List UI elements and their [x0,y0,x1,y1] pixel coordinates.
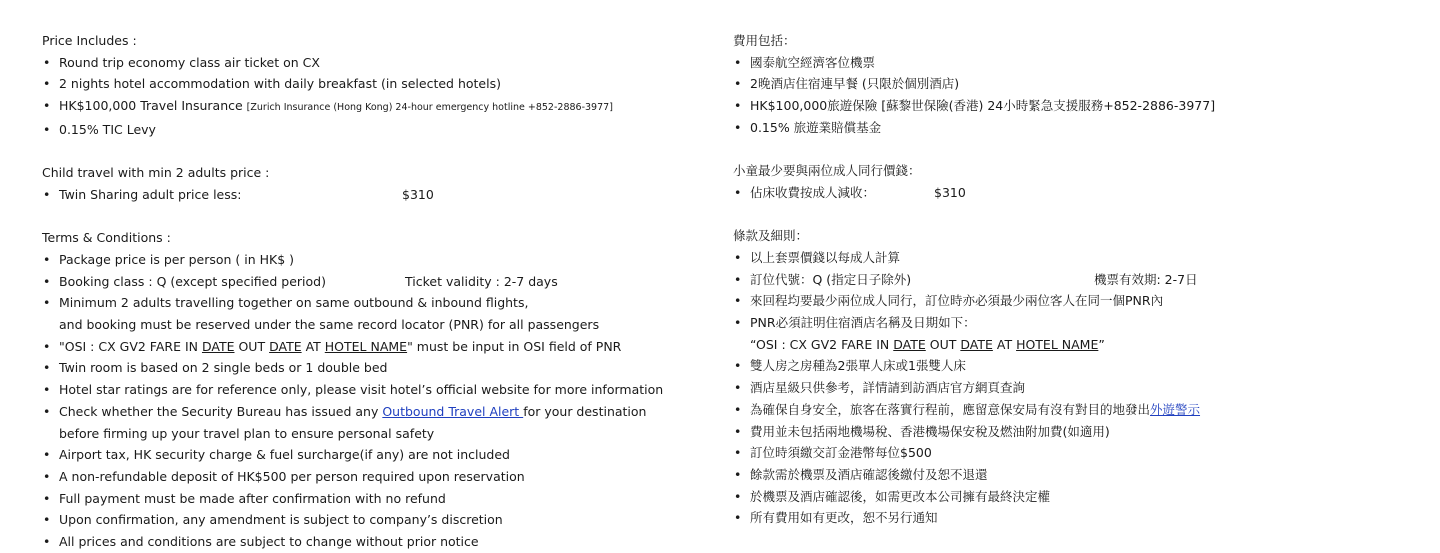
insurance-label: HK$100,000 Travel Insurance [59,98,243,114]
child-price-label: Twin Sharing adult price less: [59,186,242,202]
list-item: • Package price is per person ( in HK$ ) [42,249,702,271]
osi-date-in: DATE [201,338,235,354]
list-item-security-zh [733,399,1413,421]
price-includes-list-zh [733,52,1413,139]
list-item: • All prices and conditions are subject to change without prior notice [42,531,702,553]
osi-text: "OSI : CX GV2 FARE IN [59,338,202,354]
english-column [42,30,702,553]
osi-hotel-name: HOTEL NAME [1016,336,1099,352]
child-price-list-zh [733,182,1413,204]
booking-class: Booking class : Q (except specified period) [59,273,326,289]
price-includes-list [42,52,702,141]
osi-text: " must be input in OSI field of PNR [407,338,622,354]
list-item [42,271,702,293]
list-item-insurance [42,95,702,119]
child-price-heading-zh: 小童最少要與兩位成人同行價錢： [733,163,921,179]
list-item-continuation: before firming up your travel plan to ensure personal safety [59,425,435,441]
terms-list-zh [733,247,1413,529]
list-item: • Minimum 2 adults travelling together on same outbound & inbound flights, [42,292,702,314]
list-item: • 0.15% 旅遊業賠償基金 [733,117,1413,139]
terms-heading: Terms & Conditions : [42,230,171,246]
booking-class-zh: 訂位代號：Q (指定日子除外) [750,271,912,287]
child-price-value-zh: $310 [934,184,966,200]
list-item: • 2 nights hotel accommodation with daily breakfast (in selected hotels) [42,73,702,95]
list-item: • 訂位時須繳交訂金港幣每位$500 [733,442,1413,464]
price-includes-heading-zh: 費用包括： [733,33,796,48]
list-item: • 2晚酒店住宿連早餐 (只限於個別酒店) [733,73,1413,95]
osi-date-out: DATE [269,338,302,354]
ticket-validity: Ticket validity : 2-7 days [405,273,558,289]
list-item [42,184,702,206]
list-item: • Round trip economy class air ticket on CX [42,52,702,74]
osi-hotel-name: HOTEL NAME [324,338,408,354]
list-item: • 酒店星級只供參考，詳情請到訪酒店官方網頁查詢 [733,377,1413,399]
osi-text: AT [992,336,1017,352]
list-item: • PNR必須註明住宿酒店名稱及日期如下： [733,312,1413,334]
list-item: • 所有費用如有更改，恕不另行通知 [733,507,1413,529]
list-item: • 國泰航空經濟客位機票 [733,52,1413,74]
list-item: • 0.15% TIC Levy [42,119,702,141]
chinese-column [733,30,1413,529]
security-text: 為確保自身安全，旅客在落實行程前，應留意保安局有沒有對目的地發出 [750,401,1151,417]
terms-heading-zh: 條款及細則： [733,228,809,244]
child-price-heading: Child travel with min 2 adults price : [42,165,270,181]
list-item: • Full payment must be made after confirmation with no refund [42,488,702,510]
insurance-note: [Zurich Insurance (Hong Kong) 24-hour emergency hotline +852-2886-3977] [246,102,613,114]
security-text: Check whether the Security Bureau has issued any [59,403,383,419]
osi-text: OUT [234,338,270,354]
list-item-osi [42,336,702,358]
list-item: • 以上套票價錢以每成人計算 [733,247,1413,269]
price-includes-heading: Price Includes : [42,33,137,48]
list-item: • Upon confirmation, any amendment is subject to company’s discretion [42,509,702,531]
osi-text: AT [301,338,325,354]
security-text: for your destination [523,403,647,419]
list-item: • Airport tax, HK security charge & fuel surcharge(if any) are not included [42,444,702,466]
child-price-list [42,184,702,206]
osi-text: OUT [925,336,961,352]
child-price-value: $310 [402,186,434,202]
list-item: • 餘款需於機票及酒店確認後繳付及恕不退還 [733,464,1413,486]
list-item: • Hotel star ratings are for reference only, please visit hotel’s official website for more information [42,379,702,401]
list-item-osi-zh [733,334,1413,356]
list-item: • 來回程均要最少兩位成人同行，訂位時亦必須最少兩位客人在同一個PNR內 [733,290,1413,312]
osi-date-out: DATE [960,336,993,352]
list-item [733,182,1413,204]
list-item: • 雙人房之房種為2張單人床或1張雙人床 [733,355,1413,377]
list-item: • A non-refundable deposit of HK$500 per person required upon reservation [42,466,702,488]
osi-date-in: DATE [893,336,926,352]
child-price-label-zh: 佔床收費按成人減收： [750,184,876,200]
list-item-security [42,401,702,423]
osi-text: “OSI : CX GV2 FARE IN [750,336,894,352]
list-item-continuation: and booking must be reserved under the same record locator (PNR) for all passengers [59,317,600,333]
list-item: • 費用並未包括兩地機場稅、香港機場保安稅及燃油附加費(如適用) [733,421,1413,443]
ticket-validity-zh: 機票有效期: 2-7日 [1094,271,1198,287]
list-item: • HK$100,000旅遊保險 [蘇黎世保險(香港) 24小時緊急支援服務+852-2886-3977] [733,95,1413,117]
list-item: • 於機票及酒店確認後，如需更改本公司擁有最終決定權 [733,486,1413,508]
outbound-travel-alert-link-zh[interactable]: 外遊警示 [1150,401,1201,417]
terms-list [42,249,702,553]
list-item: • Twin room is based on 2 single beds or 1 double bed [42,357,702,379]
outbound-travel-alert-link[interactable]: Outbound Travel Alert [382,403,524,419]
osi-text: ” [1098,336,1105,352]
list-item [733,269,1413,291]
